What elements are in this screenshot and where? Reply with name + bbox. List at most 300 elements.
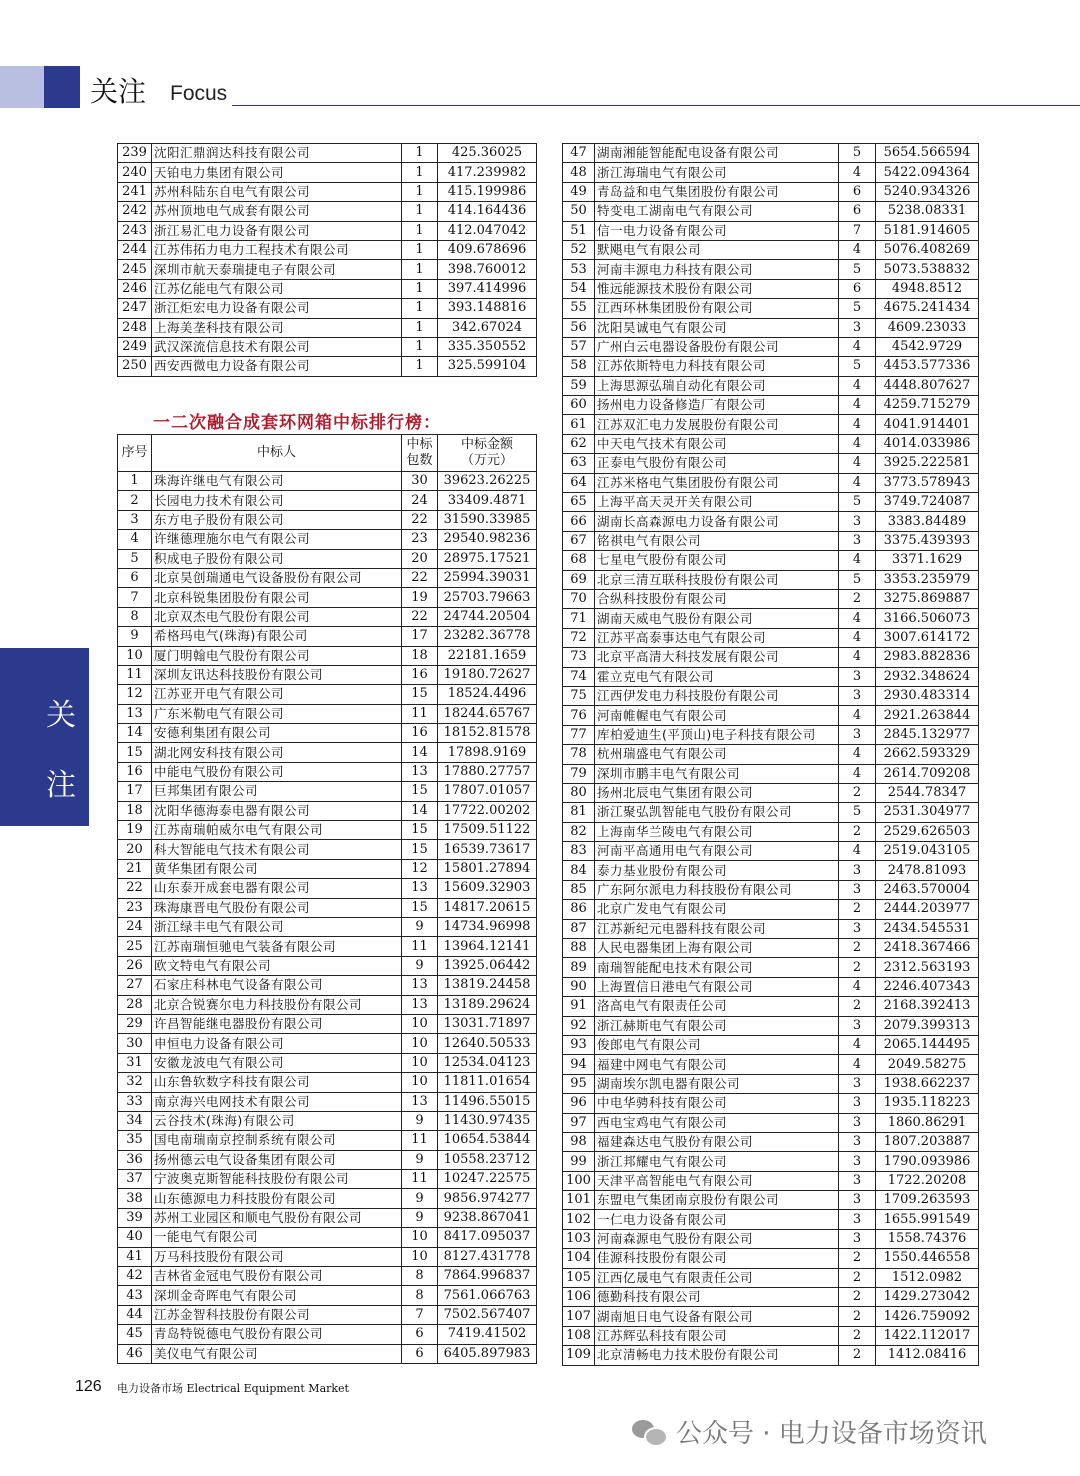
company-name: 洛高电气有限责任公司 [595, 997, 839, 1016]
rank: 99 [563, 1152, 595, 1171]
package-count: 4 [839, 609, 876, 628]
company-name: 沈阳昊诚电气有限公司 [595, 318, 839, 337]
package-count: 2 [839, 1307, 876, 1326]
rank: 9 [118, 627, 152, 646]
rank: 11 [118, 665, 152, 684]
award-amount: 13819.24458 [438, 976, 537, 995]
rank: 51 [563, 221, 595, 240]
package-count: 3 [839, 686, 876, 705]
header-decor-dark [44, 66, 80, 108]
header-decor-light [0, 66, 44, 108]
table-row [118, 1150, 537, 1169]
table-row [118, 568, 537, 587]
company-name: 中电华骋科技有限公司 [595, 1094, 839, 1113]
company-name: 江苏辉弘科技有限公司 [595, 1326, 839, 1345]
rank: 22 [118, 879, 152, 898]
company-name: 湖南旭日电气设备有限公司 [595, 1307, 839, 1326]
table-row [118, 1286, 537, 1305]
company-name: 俊郎电气有限公司 [595, 1035, 839, 1054]
package-count: 11 [402, 1170, 438, 1189]
rank: 100 [563, 1171, 595, 1190]
package-count: 2 [839, 900, 876, 919]
rank: 62 [563, 434, 595, 453]
award-amount: 3375.439393 [876, 531, 979, 550]
award-amount: 3275.869887 [876, 589, 979, 608]
company-name: 许继德理施尔电气有限公司 [152, 530, 402, 549]
package-count: 4 [839, 337, 876, 356]
company-name: 巨邦集团有限公司 [152, 782, 402, 801]
award-amount: 412.047042 [438, 221, 537, 240]
side-tab-char-2: 注 [46, 768, 76, 803]
rank: 68 [563, 551, 595, 570]
company-name: 深圳友讯达科技股份有限公司 [152, 665, 402, 684]
award-amount: 5073.538832 [876, 260, 979, 279]
package-count: 5 [839, 144, 876, 163]
package-count: 14 [402, 743, 438, 762]
company-name: 浙江炬宏电力设备有限公司 [152, 299, 402, 318]
package-count: 5 [839, 570, 876, 589]
rank: 28 [118, 995, 152, 1014]
award-amount: 22181.1659 [438, 646, 537, 665]
table-row [563, 900, 979, 919]
package-count: 1 [402, 337, 438, 356]
table-row [118, 549, 537, 568]
package-count: 1 [402, 318, 438, 337]
rank: 244 [118, 240, 152, 259]
package-count: 10 [402, 1247, 438, 1266]
table-row [563, 1074, 979, 1093]
table-row [563, 396, 979, 415]
award-amount: 12534.04123 [438, 1053, 537, 1072]
table-row [118, 801, 537, 820]
company-name: 苏州顶地电气成套有限公司 [152, 202, 402, 221]
award-amount: 3749.724087 [876, 493, 979, 512]
table-row [118, 743, 537, 762]
award-amount: 4448.807627 [876, 376, 979, 395]
table-row [563, 163, 979, 182]
company-name: 广东米勒电气有限公司 [152, 704, 402, 723]
award-amount: 2463.570004 [876, 880, 979, 899]
company-name: 宁波奥克斯智能科技股份有限公司 [152, 1170, 402, 1189]
award-amount: 9238.867041 [438, 1208, 537, 1227]
package-count: 5 [839, 260, 876, 279]
company-name: 河南森源电气股份有限公司 [595, 1229, 839, 1248]
package-count: 2 [839, 1288, 876, 1307]
company-name: 深圳市航天泰瑞捷电子有限公司 [152, 260, 402, 279]
rank: 14 [118, 724, 152, 743]
rank: 93 [563, 1035, 595, 1054]
award-amount: 2065.144495 [876, 1035, 979, 1054]
package-count: 15 [402, 840, 438, 859]
package-count: 10 [402, 1073, 438, 1092]
table-row [563, 376, 979, 395]
company-name: 江苏南瑞帕威尔电气有限公司 [152, 821, 402, 840]
package-count: 4 [839, 706, 876, 725]
col-header-amount: 中标金额（万元） [438, 435, 537, 472]
company-name: 黄华集团有限公司 [152, 859, 402, 878]
table-row [118, 1344, 537, 1363]
package-count: 11 [402, 704, 438, 723]
rank: 10 [118, 646, 152, 665]
table-row [118, 1305, 537, 1324]
rank: 70 [563, 589, 595, 608]
table-row [563, 1268, 979, 1287]
rank: 18 [118, 801, 152, 820]
table-row [118, 144, 537, 163]
award-amount: 1550.446558 [876, 1249, 979, 1268]
table-row [118, 937, 537, 956]
company-name: 科大智能电气技术有限公司 [152, 840, 402, 859]
col-header-name: 中标人 [152, 435, 402, 472]
table-row [563, 1288, 979, 1307]
company-name: 七星电气股份有限公司 [595, 551, 839, 570]
award-amount: 7419.41502 [438, 1325, 537, 1344]
table-row [118, 762, 537, 781]
rank: 38 [118, 1189, 152, 1208]
company-name: 库柏爱迪生(平顶山)电子科技有限公司 [595, 725, 839, 744]
award-amount: 1422.112017 [876, 1326, 979, 1345]
company-name: 北京清畅电力技术股份有限公司 [595, 1346, 839, 1365]
company-name: 国电南瑞南京控制系统有限公司 [152, 1131, 402, 1150]
award-amount: 11811.01654 [438, 1073, 537, 1092]
award-amount: 3383.84489 [876, 512, 979, 531]
award-amount: 393.148816 [438, 299, 537, 318]
table-row [118, 995, 537, 1014]
table-row [118, 1111, 537, 1130]
rank: 250 [118, 357, 152, 376]
rank: 43 [118, 1286, 152, 1305]
award-amount: 24744.20504 [438, 607, 537, 626]
award-amount: 2921.263844 [876, 706, 979, 725]
package-count: 1 [402, 163, 438, 182]
package-count: 2 [839, 1268, 876, 1287]
table-row [563, 202, 979, 221]
package-count: 2 [839, 1346, 876, 1365]
package-count: 4 [839, 1035, 876, 1054]
package-count: 13 [402, 995, 438, 1014]
company-name: 河南平高通用电气有限公司 [595, 842, 839, 861]
rank: 3 [118, 510, 152, 529]
package-count: 3 [839, 1210, 876, 1229]
table-row [118, 607, 537, 626]
company-name: 山东德源电力科技股份有限公司 [152, 1189, 402, 1208]
package-count: 3 [839, 512, 876, 531]
company-name: 西电宝鸡电气有限公司 [595, 1113, 839, 1132]
award-amount: 2478.81093 [876, 861, 979, 880]
table-row [563, 318, 979, 337]
table-row [563, 531, 979, 550]
award-amount: 1709.263593 [876, 1191, 979, 1210]
award-amount: 325.599104 [438, 357, 537, 376]
table-row [563, 686, 979, 705]
award-amount: 7864.996837 [438, 1267, 537, 1286]
package-count: 13 [402, 879, 438, 898]
rank: 92 [563, 1016, 595, 1035]
award-amount: 10654.53844 [438, 1131, 537, 1150]
rank: 81 [563, 803, 595, 822]
table-row [563, 240, 979, 259]
package-count: 4 [839, 551, 876, 570]
table-row [118, 665, 537, 684]
company-name: 湖北网安科技有限公司 [152, 743, 402, 762]
table-row [118, 240, 537, 259]
company-name: 泰力基业股份有限公司 [595, 861, 839, 880]
table-row [118, 1131, 537, 1150]
package-count: 8 [402, 1267, 438, 1286]
company-name: 杭州瑞盛电气有限公司 [595, 745, 839, 764]
package-count: 5 [839, 803, 876, 822]
award-amount: 4609.23033 [876, 318, 979, 337]
table-row [563, 1307, 979, 1326]
rank: 2 [118, 491, 152, 510]
company-name: 积成电子股份有限公司 [152, 549, 402, 568]
rank: 88 [563, 939, 595, 958]
package-count: 3 [839, 1229, 876, 1248]
table-row [563, 764, 979, 783]
package-count: 10 [402, 1053, 438, 1072]
award-amount: 7502.567407 [438, 1305, 537, 1324]
package-count: 10 [402, 1014, 438, 1033]
company-name: 南京海兴电网技术有限公司 [152, 1092, 402, 1111]
company-name: 中能电气股份有限公司 [152, 762, 402, 781]
award-amount: 18524.4496 [438, 685, 537, 704]
rank: 245 [118, 260, 152, 279]
company-name: 江西环林集团股份有限公司 [595, 299, 839, 318]
rank: 23 [118, 898, 152, 917]
table-row [118, 879, 537, 898]
rank: 240 [118, 163, 152, 182]
company-name: 青岛益和电气集团股份有限公司 [595, 182, 839, 201]
package-count: 22 [402, 568, 438, 587]
rank: 108 [563, 1326, 595, 1345]
company-name: 北京科锐集团股份有限公司 [152, 588, 402, 607]
table-row [118, 685, 537, 704]
award-amount: 415.199986 [438, 182, 537, 201]
table-row [118, 202, 537, 221]
award-amount: 2168.392413 [876, 997, 979, 1016]
rank: 71 [563, 609, 595, 628]
table-row [563, 221, 979, 240]
package-count: 9 [402, 917, 438, 936]
company-name: 安德利集团有限公司 [152, 724, 402, 743]
package-count: 3 [839, 318, 876, 337]
company-name: 惟远能源技术股份有限公司 [595, 279, 839, 298]
rank: 69 [563, 570, 595, 589]
table-row [563, 1346, 979, 1365]
award-amount: 2845.132977 [876, 725, 979, 744]
rank: 96 [563, 1094, 595, 1113]
rank: 40 [118, 1228, 152, 1247]
table-row [563, 803, 979, 822]
company-name: 天津平高智能电气有限公司 [595, 1171, 839, 1190]
award-amount: 2246.407343 [876, 977, 979, 996]
rank: 84 [563, 861, 595, 880]
rank: 249 [118, 337, 152, 356]
table-row [563, 628, 979, 647]
award-amount: 3773.578943 [876, 473, 979, 492]
company-name: 江苏伟拓力电力工程技术有限公司 [152, 240, 402, 259]
award-amount: 1938.662237 [876, 1074, 979, 1093]
table-row [118, 627, 537, 646]
package-count: 15 [402, 782, 438, 801]
table-row [563, 667, 979, 686]
award-amount: 4259.715279 [876, 396, 979, 415]
table-row [118, 724, 537, 743]
package-count: 2 [839, 958, 876, 977]
package-count: 4 [839, 473, 876, 492]
package-count: 2 [839, 1326, 876, 1345]
publication-name: 电力设备市场 Electrical Equipment Market [117, 1382, 349, 1395]
table-row [563, 1113, 979, 1132]
rank: 54 [563, 279, 595, 298]
award-amount: 2049.58275 [876, 1055, 979, 1074]
company-name: 广东阿尔派电力科技股份有限公司 [595, 880, 839, 899]
table-row [118, 782, 537, 801]
table-row [563, 1055, 979, 1074]
table-row [118, 260, 537, 279]
package-count: 4 [839, 415, 876, 434]
award-amount: 342.67024 [438, 318, 537, 337]
package-count: 23 [402, 530, 438, 549]
package-count: 4 [839, 628, 876, 647]
company-name: 上海美垄科技有限公司 [152, 318, 402, 337]
table-header-row [118, 435, 537, 472]
award-amount: 1426.759092 [876, 1307, 979, 1326]
award-amount: 13031.71897 [438, 1014, 537, 1033]
rank: 45 [118, 1325, 152, 1344]
rank: 66 [563, 512, 595, 531]
award-amount: 1722.20208 [876, 1171, 979, 1190]
wechat-watermark [632, 1413, 987, 1450]
company-name: 霍立克电气有限公司 [595, 667, 839, 686]
company-name: 广州白云电器设备股份有限公司 [595, 337, 839, 356]
company-name: 吉林省金冠电气股份有限公司 [152, 1267, 402, 1286]
company-name: 湖南长高森源电力设备有限公司 [595, 512, 839, 531]
rank: 107 [563, 1307, 595, 1326]
company-name: 江苏依斯特电力科技有限公司 [595, 357, 839, 376]
table-row [563, 745, 979, 764]
award-amount: 17722.00202 [438, 801, 537, 820]
rank: 63 [563, 454, 595, 473]
award-amount: 4041.914401 [876, 415, 979, 434]
table-row [563, 415, 979, 434]
award-amount: 1655.991549 [876, 1210, 979, 1229]
table-row [118, 1170, 537, 1189]
table-row [563, 919, 979, 938]
col-header-packages: 中标包数 [402, 435, 438, 472]
award-amount: 3007.614172 [876, 628, 979, 647]
award-amount: 2519.043105 [876, 842, 979, 861]
company-name: 上海南华兰陵电气有限公司 [595, 822, 839, 841]
company-name: 北京昊创瑞通电气设备股份有限公司 [152, 568, 402, 587]
company-name: 特变电工湖南电气有限公司 [595, 202, 839, 221]
package-count: 6 [839, 202, 876, 221]
header-rule [232, 105, 1080, 106]
company-name: 山东泰开成套电器有限公司 [152, 879, 402, 898]
package-count: 3 [839, 1016, 876, 1035]
package-count: 3 [839, 1132, 876, 1151]
package-count: 3 [839, 861, 876, 880]
award-amount: 4948.8512 [876, 279, 979, 298]
rank: 7 [118, 588, 152, 607]
package-count: 11 [402, 937, 438, 956]
award-amount: 13925.06442 [438, 956, 537, 975]
award-amount: 8127.431778 [438, 1247, 537, 1266]
package-count: 13 [402, 762, 438, 781]
rank: 19 [118, 821, 152, 840]
company-name: 武汉深流信息技术有限公司 [152, 337, 402, 356]
package-count: 3 [839, 1094, 876, 1113]
company-name: 人民电器集团上海有限公司 [595, 939, 839, 958]
package-count: 1 [402, 202, 438, 221]
rank: 30 [118, 1034, 152, 1053]
rank: 67 [563, 531, 595, 550]
package-count: 2 [839, 939, 876, 958]
award-amount: 2544.78347 [876, 783, 979, 802]
package-count: 9 [402, 956, 438, 975]
table-row [563, 182, 979, 201]
rank: 46 [118, 1344, 152, 1363]
table-row [118, 1053, 537, 1072]
package-count: 2 [839, 822, 876, 841]
table-row [563, 434, 979, 453]
company-name: 正泰电气股份有限公司 [595, 454, 839, 473]
package-count: 5 [839, 493, 876, 512]
package-count: 9 [402, 1150, 438, 1169]
rank: 42 [118, 1267, 152, 1286]
award-amount: 13964.12141 [438, 937, 537, 956]
rank: 60 [563, 396, 595, 415]
award-amount: 25703.79663 [438, 588, 537, 607]
company-name: 深圳市鹏丰电气有限公司 [595, 764, 839, 783]
package-count: 14 [402, 801, 438, 820]
rank: 55 [563, 299, 595, 318]
package-count: 18 [402, 646, 438, 665]
table-row [118, 1208, 537, 1227]
package-count: 4 [839, 1055, 876, 1074]
package-count: 3 [839, 1171, 876, 1190]
rank: 78 [563, 745, 595, 764]
award-amount: 417.239982 [438, 163, 537, 182]
table-row [563, 144, 979, 163]
company-name: 东方电子股份有限公司 [152, 510, 402, 529]
package-count: 1 [402, 240, 438, 259]
table-row [118, 182, 537, 201]
company-name: 福建森达电气股份有限公司 [595, 1132, 839, 1151]
package-count: 6 [839, 182, 876, 201]
package-count: 16 [402, 665, 438, 684]
table-row [563, 842, 979, 861]
award-amount: 28975.17521 [438, 549, 537, 568]
rank: 34 [118, 1111, 152, 1130]
rank: 1 [118, 472, 152, 491]
company-name: 默飓电气有限公司 [595, 240, 839, 259]
company-name: 石家庄科林电气设备有限公司 [152, 976, 402, 995]
company-name: 江苏平高泰事达电气有限公司 [595, 628, 839, 647]
table-row [563, 939, 979, 958]
table-row [563, 1132, 979, 1151]
package-count: 3 [839, 880, 876, 899]
package-count: 2 [839, 589, 876, 608]
table-row [563, 512, 979, 531]
rank: 75 [563, 686, 595, 705]
package-count: 15 [402, 898, 438, 917]
award-amount: 9856.974277 [438, 1189, 537, 1208]
award-amount: 1790.093986 [876, 1152, 979, 1171]
rank: 52 [563, 240, 595, 259]
table-row [118, 917, 537, 936]
company-name: 扬州北辰电气集团有限公司 [595, 783, 839, 802]
